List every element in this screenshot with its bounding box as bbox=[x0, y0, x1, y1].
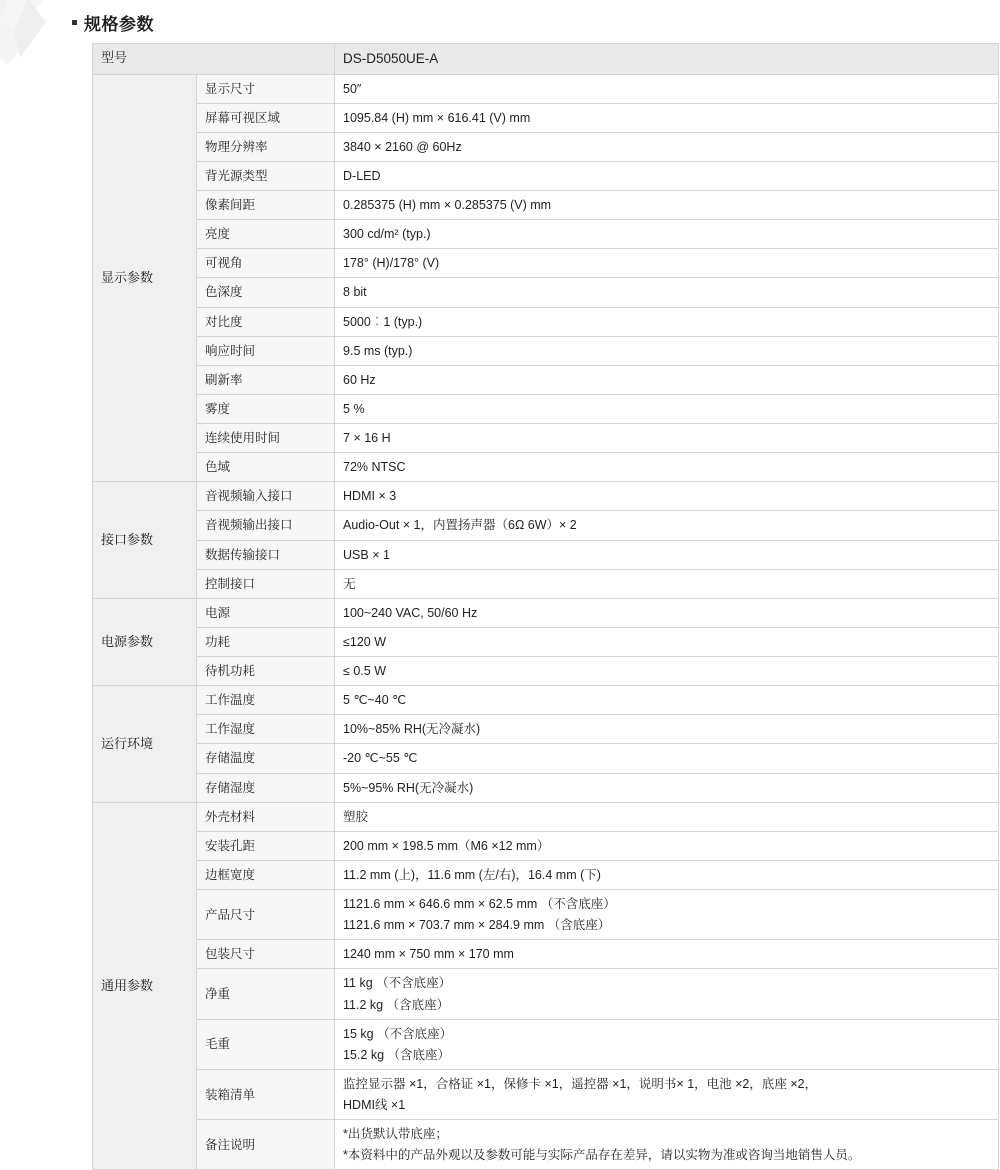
table-row bbox=[93, 161, 999, 190]
spec-label: 安装孔距 bbox=[197, 831, 335, 860]
spec-value-line: 7 × 16 H bbox=[343, 431, 391, 446]
spec-value-line: 178° (H)/178° (V) bbox=[343, 256, 440, 271]
spec-label: 连续使用时间 bbox=[197, 424, 335, 453]
table-row bbox=[93, 598, 999, 627]
spec-label: 净重 bbox=[197, 969, 335, 1019]
table-row bbox=[93, 686, 999, 715]
table-row bbox=[93, 336, 999, 365]
spec-label: 音视频输出接口 bbox=[197, 511, 335, 540]
table-row bbox=[93, 74, 999, 103]
spec-value bbox=[335, 540, 999, 569]
spec-value bbox=[335, 715, 999, 744]
spec-value bbox=[335, 191, 999, 220]
spec-value-line: ≤120 W bbox=[343, 634, 387, 649]
spec-value bbox=[335, 482, 999, 511]
spec-value bbox=[335, 394, 999, 423]
spec-label: 显示尺寸 bbox=[197, 74, 335, 103]
table-row bbox=[93, 132, 999, 161]
spec-label: 包装尺寸 bbox=[197, 940, 335, 969]
spec-label: 边框宽度 bbox=[197, 860, 335, 889]
spec-value bbox=[335, 1069, 999, 1119]
table-row bbox=[93, 191, 999, 220]
spec-label: 备注说明 bbox=[197, 1120, 335, 1170]
table-row bbox=[93, 453, 999, 482]
spec-value-line: USB × 1 bbox=[343, 547, 390, 562]
spec-value bbox=[335, 74, 999, 103]
spec-value-line: 300 cd/m² (typ.) bbox=[343, 227, 431, 242]
spec-value bbox=[335, 569, 999, 598]
table-row bbox=[93, 773, 999, 802]
spec-value bbox=[335, 307, 999, 336]
table-row bbox=[93, 715, 999, 744]
spec-label: 背光源类型 bbox=[197, 161, 335, 190]
spec-label: 控制接口 bbox=[197, 569, 335, 598]
spec-label: 色域 bbox=[197, 453, 335, 482]
spec-value-line: 8 bit bbox=[343, 285, 367, 300]
table-row bbox=[93, 307, 999, 336]
spec-value bbox=[335, 860, 999, 889]
table-row bbox=[93, 1069, 999, 1119]
spec-value-line: HDMI × 3 bbox=[343, 489, 397, 504]
specification-table bbox=[92, 43, 999, 1170]
spec-label: 电源 bbox=[197, 598, 335, 627]
spec-value bbox=[335, 161, 999, 190]
spec-label: 毛重 bbox=[197, 1019, 335, 1069]
spec-label: 工作湿度 bbox=[197, 715, 335, 744]
spec-value-line: -20 ℃~55 ℃ bbox=[343, 751, 418, 766]
spec-label: 响应时间 bbox=[197, 336, 335, 365]
table-row bbox=[93, 482, 999, 511]
spec-value-line: 10%~85% RH(无冷凝水) bbox=[343, 722, 481, 737]
table-row bbox=[93, 802, 999, 831]
table-row bbox=[93, 540, 999, 569]
spec-page bbox=[0, 10, 1000, 1170]
spec-value-line: 9.5 ms (typ.) bbox=[343, 343, 413, 358]
table-header-row bbox=[93, 44, 999, 75]
spec-value-line: 塑胶 bbox=[343, 809, 369, 824]
spec-value bbox=[335, 365, 999, 394]
spec-value bbox=[335, 132, 999, 161]
spec-label: 物理分辨率 bbox=[197, 132, 335, 161]
spec-value bbox=[335, 249, 999, 278]
spec-value-line: *出货默认带底座； bbox=[343, 1127, 448, 1142]
spec-value bbox=[335, 773, 999, 802]
section-title-text: 规格参数 bbox=[84, 15, 154, 34]
header-model-label: 型号 bbox=[93, 44, 335, 75]
spec-label: 产品尺寸 bbox=[197, 890, 335, 940]
table-row bbox=[93, 511, 999, 540]
spec-value-line: 11.2 kg （含底座） bbox=[343, 997, 450, 1012]
spec-value bbox=[335, 453, 999, 482]
table-row bbox=[93, 890, 999, 940]
spec-label: 外壳材料 bbox=[197, 802, 335, 831]
table-row bbox=[93, 365, 999, 394]
table-row bbox=[93, 103, 999, 132]
spec-label: 可视角 bbox=[197, 249, 335, 278]
spec-value bbox=[335, 744, 999, 773]
spec-label: 待机功耗 bbox=[197, 657, 335, 686]
spec-value bbox=[335, 686, 999, 715]
spec-label: 存储湿度 bbox=[197, 773, 335, 802]
spec-value-line: HDMI线 ×1 bbox=[343, 1098, 406, 1113]
spec-label: 屏幕可视区域 bbox=[197, 103, 335, 132]
spec-value-line: D-LED bbox=[343, 168, 381, 183]
spec-value bbox=[335, 802, 999, 831]
spec-value-line: 3840 × 2160 @ 60Hz bbox=[343, 139, 462, 154]
row-group-label: 接口参数 bbox=[93, 482, 197, 599]
spec-value-line: 100~240 VAC, 50/60 Hz bbox=[343, 605, 478, 620]
table-row bbox=[93, 1120, 999, 1170]
spec-value-line: 11.2 mm (上)，11.6 mm (左/右)，16.4 mm (下) bbox=[343, 867, 601, 882]
spec-label: 亮度 bbox=[197, 220, 335, 249]
table-row bbox=[93, 220, 999, 249]
spec-label: 数据传输接口 bbox=[197, 540, 335, 569]
spec-value bbox=[335, 890, 999, 940]
spec-value-line: 无 bbox=[343, 576, 356, 591]
header-model-value: DS-D5050UE-A bbox=[335, 44, 999, 75]
spec-value bbox=[335, 511, 999, 540]
bullet-icon bbox=[72, 20, 77, 25]
row-group-label: 通用参数 bbox=[93, 802, 197, 1170]
spec-value-line: 1121.6 mm × 703.7 mm × 284.9 mm （含底座） bbox=[343, 918, 611, 933]
table-row bbox=[93, 657, 999, 686]
spec-label: 对比度 bbox=[197, 307, 335, 336]
spec-label: 像素间距 bbox=[197, 191, 335, 220]
spec-value-line: 0.285375 (H) mm × 0.285375 (V) mm bbox=[343, 198, 552, 213]
spec-value-line: 50″ bbox=[343, 81, 362, 96]
spec-value bbox=[335, 103, 999, 132]
spec-value bbox=[335, 278, 999, 307]
spec-value-line: ≤ 0.5 W bbox=[343, 664, 386, 679]
spec-label: 装箱清单 bbox=[197, 1069, 335, 1119]
spec-value bbox=[335, 598, 999, 627]
table-row bbox=[93, 940, 999, 969]
row-group-label: 显示参数 bbox=[93, 74, 197, 482]
spec-value-line: 1240 mm × 750 mm × 170 mm bbox=[343, 947, 514, 962]
spec-value-line: 5 ℃~40 ℃ bbox=[343, 693, 407, 708]
spec-value-line: 5 % bbox=[343, 401, 365, 416]
table-row bbox=[93, 744, 999, 773]
table-row bbox=[93, 1019, 999, 1069]
row-group-label: 电源参数 bbox=[93, 598, 197, 685]
table-row bbox=[93, 249, 999, 278]
spec-value-line: 60 Hz bbox=[343, 372, 376, 387]
spec-value-line: 1121.6 mm × 646.6 mm × 62.5 mm （不含底座） bbox=[343, 897, 616, 912]
table-row bbox=[93, 860, 999, 889]
spec-value bbox=[335, 1120, 999, 1170]
spec-value-line: 11 kg （不含底座） bbox=[343, 976, 452, 991]
spec-value-line: 15.2 kg （含底座） bbox=[343, 1047, 450, 1062]
spec-label: 工作温度 bbox=[197, 686, 335, 715]
spec-value bbox=[335, 831, 999, 860]
spec-label: 色深度 bbox=[197, 278, 335, 307]
spec-value bbox=[335, 424, 999, 453]
row-group-label: 运行环境 bbox=[93, 686, 197, 803]
spec-value bbox=[335, 940, 999, 969]
spec-value bbox=[335, 336, 999, 365]
spec-label: 刷新率 bbox=[197, 365, 335, 394]
spec-label: 功耗 bbox=[197, 627, 335, 656]
spec-value-line: 15 kg （不含底座） bbox=[343, 1026, 453, 1041]
spec-value-line: 5%~95% RH(无冷凝水) bbox=[343, 780, 474, 795]
table-row bbox=[93, 424, 999, 453]
table-row bbox=[93, 831, 999, 860]
spec-value bbox=[335, 1019, 999, 1069]
spec-value-line: 1095.84 (H) mm × 616.41 (V) mm bbox=[343, 110, 531, 125]
table-row bbox=[93, 569, 999, 598]
spec-value bbox=[335, 627, 999, 656]
spec-value-line: Audio-Out × 1，内置扬声器（6Ω 6W）× 2 bbox=[343, 518, 577, 533]
spec-value-line: 5000︰1 (typ.) bbox=[343, 314, 423, 329]
spec-value-line: 200 mm × 198.5 mm（M6 ×12 mm） bbox=[343, 838, 550, 853]
spec-value-line: 72% NTSC bbox=[343, 460, 406, 475]
spec-value-line: *本资料中的产品外观以及参数可能与实际产品存在差异，请以实物为准或咨询当地销售人员。 bbox=[343, 1148, 861, 1163]
spec-value bbox=[335, 657, 999, 686]
spec-label: 雾度 bbox=[197, 394, 335, 423]
table-row bbox=[93, 394, 999, 423]
spec-label: 存储温度 bbox=[197, 744, 335, 773]
spec-label: 音视频输入接口 bbox=[197, 482, 335, 511]
table-row bbox=[93, 969, 999, 1019]
table-row bbox=[93, 627, 999, 656]
table-row bbox=[93, 278, 999, 307]
spec-value bbox=[335, 969, 999, 1019]
spec-value bbox=[335, 220, 999, 249]
spec-value-line: 监控显示器 ×1，合格证 ×1，保修卡 ×1，遥控器 ×1，说明书× 1，电池 ×2，底座 ×2， bbox=[343, 1076, 818, 1091]
page-title bbox=[72, 10, 1000, 35]
